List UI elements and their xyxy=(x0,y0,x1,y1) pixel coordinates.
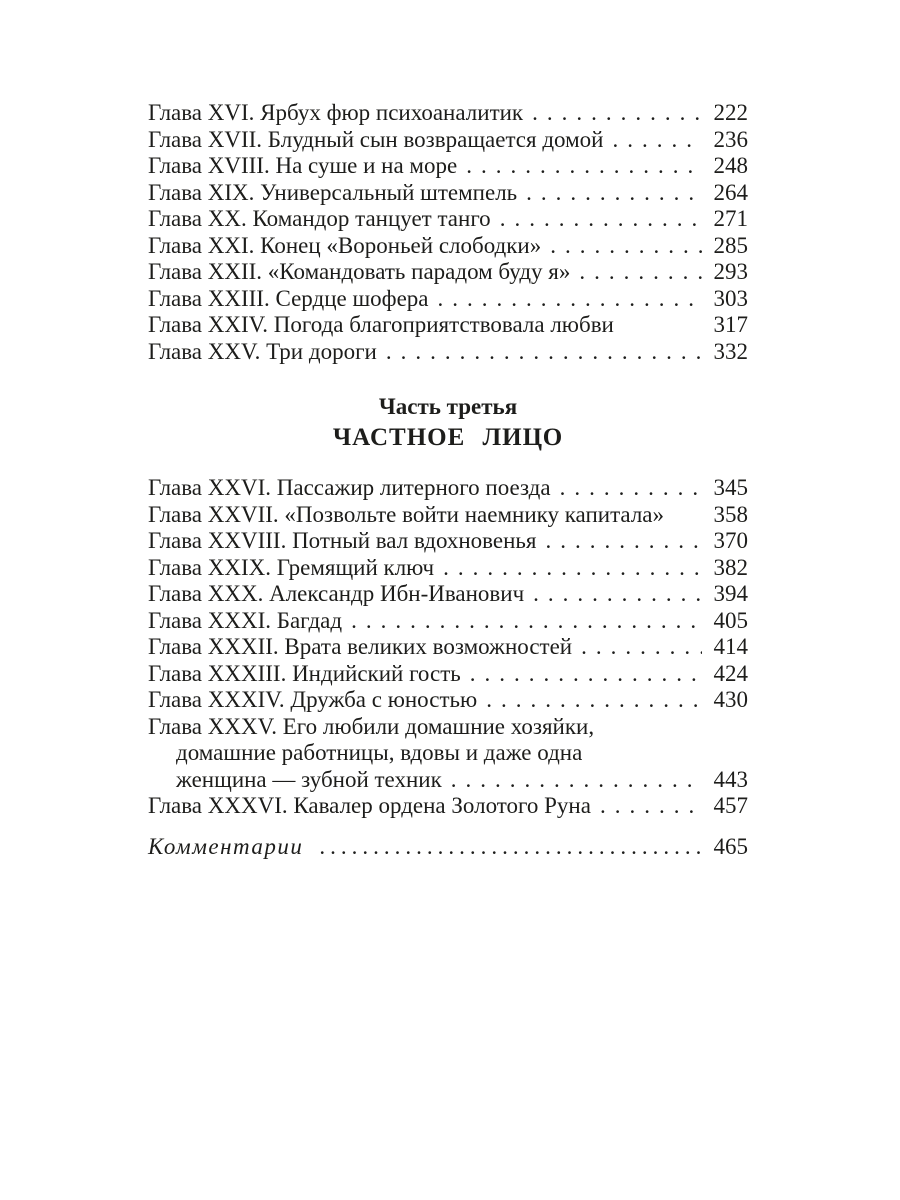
page-number: 370 xyxy=(713,528,748,553)
dot-leader xyxy=(319,834,702,861)
chapter-title: Глава XVI. Ярбух фюр психоаналитик xyxy=(148,100,524,125)
page-number: 264 xyxy=(713,179,748,205)
chapter-title: Глава XXXIV. Дружба с юностью xyxy=(148,687,478,712)
dot-leader xyxy=(443,555,702,582)
page-number: 394 xyxy=(713,581,748,606)
toc-entry-row xyxy=(148,233,748,260)
page-number: 222 xyxy=(713,100,748,125)
toc-entry-row xyxy=(148,286,748,313)
chapter-title-continued: женщина — зубной техник xyxy=(176,766,442,792)
toc-entry-row xyxy=(148,127,748,154)
chapter-title-continued: домашние работницы, вдовы и даже одна xyxy=(176,740,583,765)
comments-title: Комментарии xyxy=(148,833,304,859)
page-number: 457 xyxy=(713,793,748,818)
dot-leader xyxy=(600,793,702,820)
chapter-title: Глава XVII. Блудный сын возвращается домой xyxy=(148,126,604,152)
chapter-title: Глава XXXII. Врата великих возможностей xyxy=(148,634,573,659)
page-number: 293 xyxy=(713,259,748,284)
dot-leader xyxy=(526,180,702,207)
toc-entry-row xyxy=(148,502,748,529)
dot-leader xyxy=(470,661,702,688)
page-number: 332 xyxy=(713,338,748,364)
dot-leader xyxy=(351,608,702,635)
page-number: 465 xyxy=(713,833,748,859)
page-number: 317 xyxy=(713,312,748,337)
part-three-heading xyxy=(148,392,748,454)
chapter-title: Глава XXVI. Пассажир литерного поезда xyxy=(148,475,551,500)
toc-entry-row xyxy=(148,767,748,794)
page-number: 345 xyxy=(713,475,748,500)
toc-entry-row xyxy=(148,555,748,582)
page-number: 424 xyxy=(713,660,748,686)
chapter-title: Глава XXII. «Командовать парадом буду я» xyxy=(148,259,571,284)
toc-entry-row xyxy=(148,661,748,688)
toc-entry-row xyxy=(148,475,748,502)
part-title: ЧАСТНОЕ ЛИЦО xyxy=(332,424,564,451)
dot-leader xyxy=(581,634,702,661)
chapter-title: Глава XXXI. Багдад xyxy=(148,607,343,633)
chapter-title: Глава XIX. Универсальный штемпель xyxy=(148,179,518,205)
chapter-title: Глава XXVII. «Позвольте войти наемнику капитала» xyxy=(148,501,665,527)
toc-entry-row xyxy=(148,793,748,820)
dot-leader xyxy=(612,127,702,154)
page-number: 443 xyxy=(713,766,748,792)
dot-leader xyxy=(560,475,702,502)
toc-entry-row xyxy=(148,259,748,286)
dot-leader xyxy=(500,206,702,233)
chapter-title: Глава XXIX. Гремящий ключ xyxy=(148,554,435,580)
comments-entry xyxy=(148,834,748,861)
page-number: 405 xyxy=(713,607,748,633)
toc-entry-row xyxy=(148,312,748,339)
chapter-title: Глава XXIV. Погода благоприятствовала любви xyxy=(148,312,614,337)
toc-entry-row xyxy=(148,100,748,127)
toc-entry-row xyxy=(148,687,748,714)
page-number: 303 xyxy=(713,285,748,311)
page-number: 430 xyxy=(713,687,748,712)
toc-entry-row xyxy=(148,608,748,635)
chapter-title: Глава XXI. Конец «Вороньей слободки» xyxy=(148,232,542,258)
dot-leader xyxy=(451,767,702,794)
toc-entry-row xyxy=(148,581,748,608)
toc-entry-row xyxy=(148,634,748,661)
dot-leader xyxy=(533,581,702,608)
page-number: 358 xyxy=(713,501,748,527)
dot-leader xyxy=(466,153,702,180)
toc-entry-row xyxy=(148,339,748,366)
page-number: 271 xyxy=(713,206,748,231)
chapter-title: Глава XXXV. Его любили домашние хозяйки, xyxy=(148,713,595,739)
toc-entry-row xyxy=(148,153,748,180)
chapter-title: Глава XXIII. Сердце шофера xyxy=(148,285,429,311)
page-number: 248 xyxy=(713,153,748,178)
page-number: 285 xyxy=(713,232,748,258)
page-number: 236 xyxy=(713,126,748,152)
toc-part-three-list xyxy=(148,475,748,820)
chapter-title: Глава XXXVI. Кавалер ордена Золотого Руна xyxy=(148,793,591,818)
toc-entry-continuation xyxy=(148,740,748,767)
dot-leader xyxy=(486,687,702,714)
part-label: Часть третья xyxy=(378,394,518,419)
dot-leader xyxy=(545,528,702,555)
dot-leader xyxy=(550,233,702,260)
page-number: 382 xyxy=(713,554,748,580)
dot-leader xyxy=(532,100,702,127)
chapter-title: Глава XX. Командор танцует танго xyxy=(148,206,491,231)
chapter-title: Глава XXXIII. Индийский гость xyxy=(148,660,461,686)
toc-entry-row xyxy=(148,180,748,207)
chapter-title: Глава XXX. Александр Ибн-Иванович xyxy=(148,581,525,606)
toc-entry-row xyxy=(148,714,748,741)
chapter-title: Глава XXV. Три дороги xyxy=(148,338,377,364)
page-number: 414 xyxy=(713,634,748,659)
toc-entry-row xyxy=(148,528,748,555)
toc-part-two-list xyxy=(148,100,748,365)
dot-leader xyxy=(386,339,702,366)
toc-entry-row xyxy=(148,206,748,233)
dot-leader xyxy=(438,286,703,313)
dot-leader xyxy=(579,259,702,286)
chapter-title: Глава XXVIII. Потный вал вдохновенья xyxy=(148,528,537,553)
chapter-title: Глава XVIII. На суше и на море xyxy=(148,153,458,178)
